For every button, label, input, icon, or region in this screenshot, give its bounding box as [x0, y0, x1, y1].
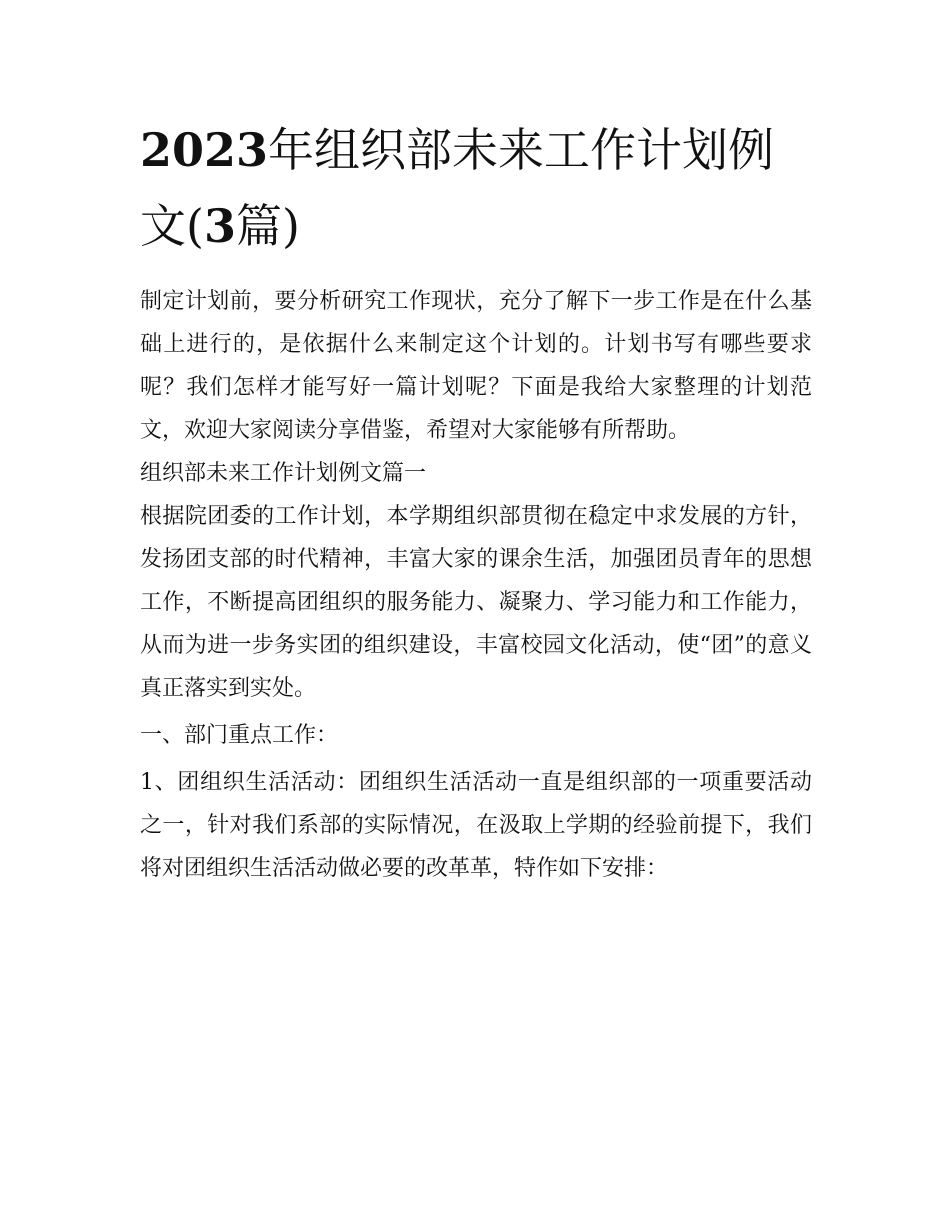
list-item-1: 1、团组织生活活动：团组织生活活动一直是组织部的一项重要活动之一，针对我们系部的实际情况，在汲取上学期的经验前提下，我们将对团组织生活活动做必要的改革革，特作如下安排： — [140, 770, 812, 881]
document-page — [140, 112, 812, 890]
section-title: 组织部未来工作计划例文篇一 — [140, 461, 427, 486]
title-year: 2023 — [140, 123, 269, 177]
subheading-key-work: 一、部门重点工作： — [140, 723, 339, 748]
title-text: 年组织部未来工作计划例文( — [140, 123, 775, 253]
body-paragraph-1: 根据院团委的工作计划，本学期组织部贯彻在稳定中求发展的方针，发扬团支部的时代精神，丰富大家的课余生活，加强团员青年的思想工作，不断提高团组织的服务能力、凝聚力、学习能力和工作能力，从而为进一步务实团的组织建设，丰富校园文化活动，使“团”的意义真正落实到实处。 — [140, 504, 812, 701]
title-count: 3 — [203, 199, 236, 253]
intro-paragraph: 制定计划前，要分析研究工作现状，充分了解下一步工作是在什么基础上进行的，是依据什么来制定这个计划的。计划书写有哪些要求呢？我们怎样才能写好一篇计划呢？下面是我给大家整理的计划范文，欢迎大家阅读分享借鉴，希望对大家能够有所帮助。 — [140, 289, 812, 443]
title-suffix: 篇) — [235, 199, 300, 253]
document-title — [140, 112, 812, 264]
